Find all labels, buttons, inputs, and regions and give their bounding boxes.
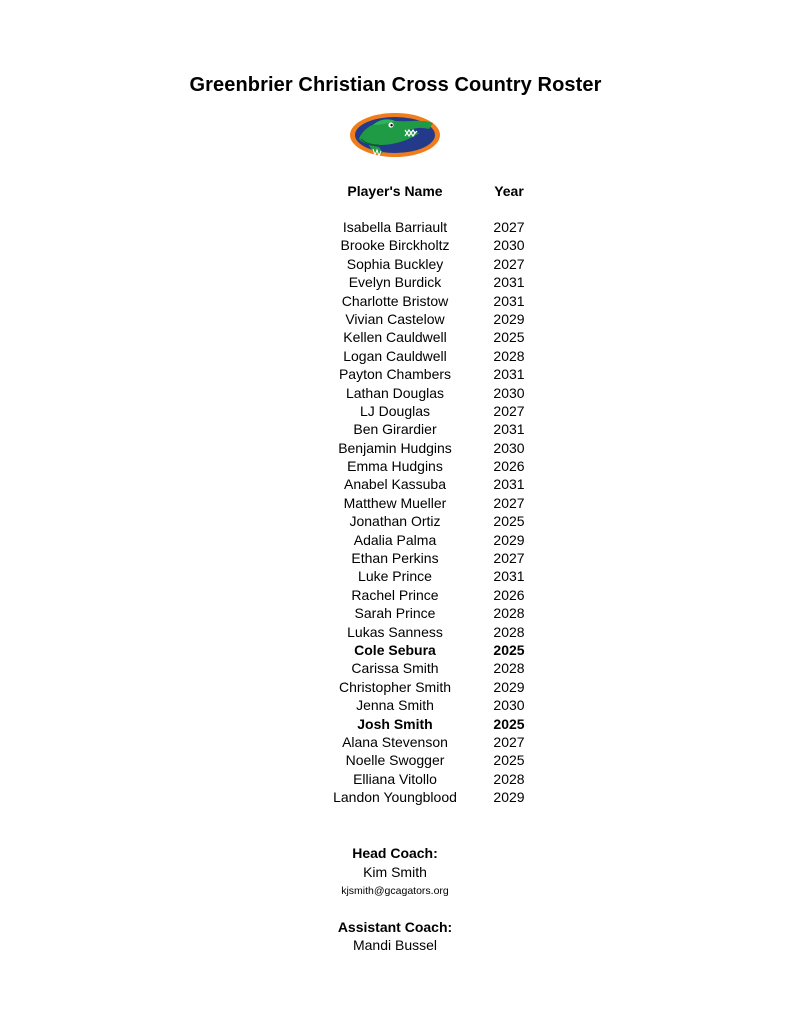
roster-row [0, 696, 791, 714]
roster-row [0, 384, 791, 402]
player-year: 2029 [493, 678, 525, 695]
player-year: 2030 [493, 439, 525, 456]
player-name: Ethan Perkins [351, 550, 439, 567]
roster-row [0, 678, 791, 696]
roster-row [0, 292, 791, 310]
player-name: Adalia Palma [353, 531, 437, 548]
player-name: Luke Prince [358, 568, 432, 585]
player-name: Landon Youngblood [333, 789, 457, 806]
player-name: Cole Sebura [354, 641, 436, 658]
player-year: 2028 [493, 770, 525, 787]
player-year: 2026 [493, 586, 525, 603]
roster-row [0, 604, 791, 622]
roster-list [0, 218, 791, 807]
roster-row [0, 659, 791, 677]
roster-row [0, 255, 791, 273]
player-year: 2025 [493, 752, 525, 769]
player-year: 2028 [493, 347, 525, 364]
player-name: Sophia Buckley [346, 255, 444, 272]
gator-logo-icon [349, 109, 441, 163]
player-year: 2027 [493, 550, 525, 567]
player-year: 2027 [493, 494, 525, 511]
player-year: 2025 [493, 513, 525, 530]
roster-row [0, 402, 791, 420]
roster-row [0, 494, 791, 512]
head-coach-label: Head Coach: [352, 845, 438, 861]
player-name: Evelyn Burdick [348, 274, 442, 291]
roster-row [0, 751, 791, 769]
player-year: 2031 [493, 421, 525, 438]
player-name: Kellen Cauldwell [343, 329, 447, 346]
player-name: LJ Douglas [359, 402, 431, 419]
head-coach-name: Kim Smith [363, 864, 427, 880]
roster-row [0, 512, 791, 530]
roster-row [0, 365, 791, 383]
roster-row [0, 567, 791, 585]
player-year: 2029 [493, 789, 525, 806]
player-name: Christopher Smith [338, 678, 452, 695]
roster-row [0, 439, 791, 457]
player-year: 2025 [493, 715, 525, 732]
player-year: 2031 [493, 568, 525, 585]
roster-row [0, 770, 791, 788]
player-name: Lukas Sanness [347, 623, 443, 640]
player-name: Elliana Vitollo [353, 770, 437, 787]
roster-row [0, 641, 791, 659]
player-year: 2026 [493, 458, 525, 475]
player-name: Ben Girardier [353, 421, 437, 438]
player-year: 2029 [493, 531, 525, 548]
head-coach-email: kjsmith@gcagators.org [341, 885, 449, 897]
roster-row [0, 788, 791, 806]
player-year: 2025 [493, 329, 525, 346]
player-year: 2031 [493, 274, 525, 291]
player-name: Sarah Prince [354, 605, 436, 622]
roster-row [0, 236, 791, 254]
player-year: 2031 [493, 476, 525, 493]
roster-row [0, 715, 791, 733]
player-year: 2027 [493, 733, 525, 750]
player-name: Noelle Swogger [345, 752, 445, 769]
player-name: Payton Chambers [338, 366, 452, 383]
player-name: Brooke Birckholtz [340, 237, 450, 254]
roster-row [0, 328, 791, 346]
player-name: Vivian Castelow [345, 310, 445, 327]
roster-row [0, 420, 791, 438]
assistant-coach-name: Mandi Bussel [352, 937, 438, 953]
player-year: 2027 [493, 255, 525, 272]
roster-row [0, 218, 791, 236]
roster-row [0, 733, 791, 751]
player-year: 2028 [493, 660, 525, 677]
player-year: 2027 [493, 402, 525, 419]
player-name: Benjamin Hudgins [338, 439, 452, 456]
roster-row [0, 623, 791, 641]
player-name: Jenna Smith [356, 697, 434, 714]
player-name: Isabella Barriault [342, 219, 448, 235]
player-year: 2030 [493, 237, 525, 254]
assistant-coach-label: Assistant Coach: [337, 919, 453, 935]
player-name: Josh Smith [357, 715, 433, 732]
player-name: Jonathan Ortiz [349, 513, 441, 530]
player-year: 2031 [493, 366, 525, 383]
player-name: Charlotte Bristow [341, 292, 449, 309]
player-name: Emma Hudgins [347, 458, 443, 475]
roster-row [0, 531, 791, 549]
player-year: 2030 [493, 384, 525, 401]
column-header-year: Year [494, 183, 524, 199]
roster-row [0, 347, 791, 365]
roster-row [0, 273, 791, 291]
roster-row [0, 457, 791, 475]
player-name: Rachel Prince [351, 586, 439, 603]
player-name: Matthew Mueller [343, 494, 447, 511]
player-year: 2029 [493, 310, 525, 327]
player-year: 2027 [493, 219, 525, 235]
column-header-name: Player's Name [347, 183, 443, 199]
roster-row [0, 586, 791, 604]
roster-row [0, 549, 791, 567]
player-year: 2025 [493, 641, 525, 658]
player-name: Logan Cauldwell [343, 347, 447, 364]
roster-row [0, 310, 791, 328]
player-name: Lathan Douglas [345, 384, 445, 401]
page-title: Greenbrier Christian Cross Country Roster [189, 74, 602, 96]
player-year: 2031 [493, 292, 525, 309]
player-year: 2030 [493, 697, 525, 714]
player-year: 2028 [493, 605, 525, 622]
player-name: Anabel Kassuba [344, 476, 446, 493]
roster-row [0, 475, 791, 493]
player-year: 2028 [493, 623, 525, 640]
player-name: Carissa Smith [351, 660, 439, 677]
player-name: Alana Stevenson [342, 733, 448, 750]
